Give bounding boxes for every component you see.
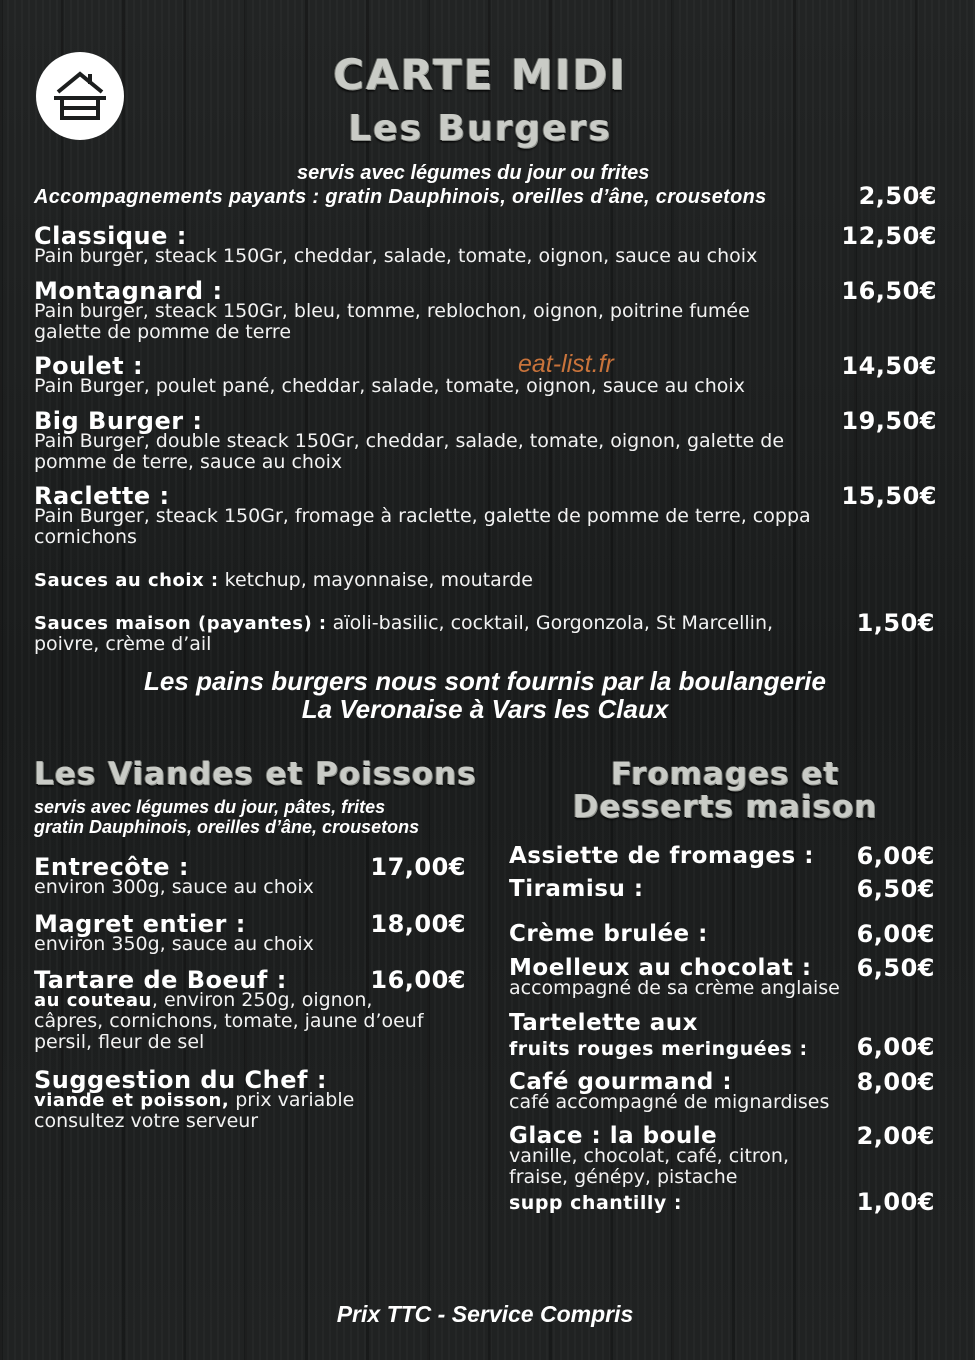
- sauces-house-price: 1,50€: [856, 609, 935, 637]
- item-name: Moelleux au chocolat :: [509, 955, 812, 981]
- item-name: Tartelette aux: [509, 1010, 698, 1036]
- item-description: Pain Burger, steack 150Gr, fromage à raclette, galette de pomme de terre, coppa: [34, 505, 811, 527]
- item-price: 15,50€: [841, 482, 937, 510]
- item-description: café accompagné de mignardises: [509, 1091, 830, 1113]
- item-description: consultez votre serveur: [34, 1110, 259, 1132]
- sauces-house: [34, 613, 773, 655]
- item-name: supp chantilly :: [509, 1192, 683, 1214]
- item-name: Big Burger :: [34, 407, 203, 435]
- item-price: 6,50€: [856, 954, 935, 982]
- dessert-item: [509, 842, 935, 870]
- item-name: Montagnard :: [34, 277, 223, 305]
- sauces-choice-label: Sauces au choix :: [34, 570, 219, 591]
- item-description: Pain burger, steack 150Gr, cheddar, salade, tomate, oignon, sauce au choix: [34, 245, 758, 267]
- item-description: Pain burger, steack 150Gr, bleu, tomme, reblochon, oignon, poitrine fumée: [34, 300, 750, 322]
- bakery-note-line-2: La Veronaise à Vars les Claux: [301, 694, 669, 724]
- item-description: persil, fleur de sel: [34, 1031, 205, 1053]
- item-description: pomme de terre, sauce au choix: [34, 451, 343, 473]
- item-description: accompagné de sa crème anglaise: [509, 977, 840, 999]
- item-description-bold: au couteau: [34, 990, 152, 1011]
- burger-item: [34, 277, 937, 343]
- meat-item: [34, 966, 466, 1053]
- dessert-item: [509, 954, 935, 999]
- item-description: [34, 1090, 466, 1111]
- item-price: 6,50€: [856, 875, 935, 903]
- item-price: 1,00€: [856, 1188, 935, 1216]
- section-title-meats: Les Viandes et Poissons: [34, 756, 477, 792]
- item-description-text: prix variable: [229, 1089, 355, 1111]
- dessert-item: [509, 1009, 935, 1061]
- menu-title: CARTE MIDI: [333, 50, 627, 99]
- item-name: Classique :: [34, 222, 187, 250]
- item-price: 6,00€: [856, 842, 935, 870]
- item-description: environ 350g, sauce au choix: [34, 933, 314, 955]
- item-price: 8,00€: [856, 1068, 935, 1096]
- sauces-choice-text: ketchup, mayonnaise, moutarde: [218, 569, 533, 591]
- paid-sides-price: 2,50€: [858, 182, 937, 210]
- burgers-subtitle: servis avec légumes du jour ou frites: [297, 162, 650, 184]
- item-price: 17,00€: [370, 853, 466, 881]
- meat-item: [34, 910, 466, 955]
- sauces-choice: [34, 570, 533, 591]
- item-name: Poulet :: [34, 352, 144, 380]
- meats-subtitle-2: gratin Dauphinois, oreilles d’âne, crousetons: [34, 817, 420, 837]
- item-price: 19,50€: [841, 407, 937, 435]
- item-description: cornichons: [34, 526, 137, 548]
- item-price: 18,00€: [370, 910, 466, 938]
- item-price: 6,00€: [856, 920, 935, 948]
- item-price: 14,50€: [841, 352, 937, 380]
- dessert-item: [509, 875, 935, 903]
- restaurant-logo: [36, 52, 124, 140]
- item-name: Crème brulée :: [509, 921, 708, 947]
- meat-item: [34, 1066, 466, 1132]
- item-description: galette de pomme de terre: [34, 321, 292, 343]
- item-name-2: fruits rouges meringuées :: [509, 1038, 808, 1060]
- item-name: Assiette de fromages :: [509, 843, 814, 869]
- sauces-house-text: aïoli-basilic, cocktail, Gorgonzola, St Marcellin,: [326, 612, 774, 634]
- sauces-house-label: Sauces maison (payantes) :: [34, 613, 327, 634]
- item-description: Pain Burger, poulet pané, cheddar, salade, tomate, oignon, sauce au choix: [34, 375, 745, 397]
- dessert-item: [509, 920, 935, 948]
- section-title-desserts-1: Fromages et: [610, 756, 840, 792]
- section-title-desserts-2: Desserts maison: [572, 789, 878, 825]
- house-logo-icon: [50, 68, 110, 124]
- item-description-bold: viande et poisson,: [34, 1090, 230, 1111]
- footer-note: Prix TTC - Service Compris: [336, 1301, 634, 1327]
- meats-subtitle-1: servis avec légumes du jour, pâtes, frites: [34, 797, 386, 817]
- dessert-item: [509, 1190, 935, 1216]
- paid-sides-label: Accompagnements payants : gratin Dauphinois, oreilles d’âne, crousetons: [34, 186, 767, 208]
- item-name: Tartare de Boeuf :: [34, 966, 287, 994]
- item-description: fraise, génépy, pistache: [509, 1166, 738, 1188]
- burger-item: [34, 222, 937, 267]
- item-price: 16,50€: [841, 277, 937, 305]
- item-price: 16,00€: [370, 966, 466, 994]
- item-name: Glace : la boule: [509, 1123, 718, 1149]
- item-description-text: , environ 250g, oignon,: [151, 989, 373, 1011]
- item-name: Suggestion du Chef :: [34, 1066, 327, 1094]
- burger-item: [34, 352, 937, 397]
- item-name: Café gourmand :: [509, 1069, 733, 1095]
- bakery-note-line-1: Les pains burgers nous sont fournis par la boulangerie: [144, 666, 826, 696]
- section-title-burgers: Les Burgers: [348, 108, 612, 149]
- item-price: 6,00€: [856, 1033, 935, 1061]
- dessert-item: [509, 1122, 935, 1188]
- burger-item: [34, 407, 937, 473]
- burger-item: [34, 482, 937, 548]
- item-description: câpres, cornichons, tomate, jaune d’oeuf: [34, 1010, 424, 1032]
- item-price: 12,50€: [841, 222, 937, 250]
- item-name: Raclette :: [34, 482, 170, 510]
- sauces-house-text-2: poivre, crème d’ail: [34, 633, 212, 655]
- item-name: Magret entier :: [34, 910, 246, 938]
- item-name: Tiramisu :: [509, 876, 644, 902]
- item-name: Entrecôte :: [34, 853, 189, 881]
- dessert-item: [509, 1068, 935, 1113]
- watermark: eat-list.fr: [518, 350, 614, 378]
- item-description: vanille, chocolat, café, citron,: [509, 1145, 789, 1167]
- item-description: Pain Burger, double steack 150Gr, cheddar, salade, tomate, oignon, galette de: [34, 430, 785, 452]
- meat-item: [34, 853, 466, 898]
- item-price: 2,00€: [856, 1122, 935, 1150]
- item-description: environ 300g, sauce au choix: [34, 876, 314, 898]
